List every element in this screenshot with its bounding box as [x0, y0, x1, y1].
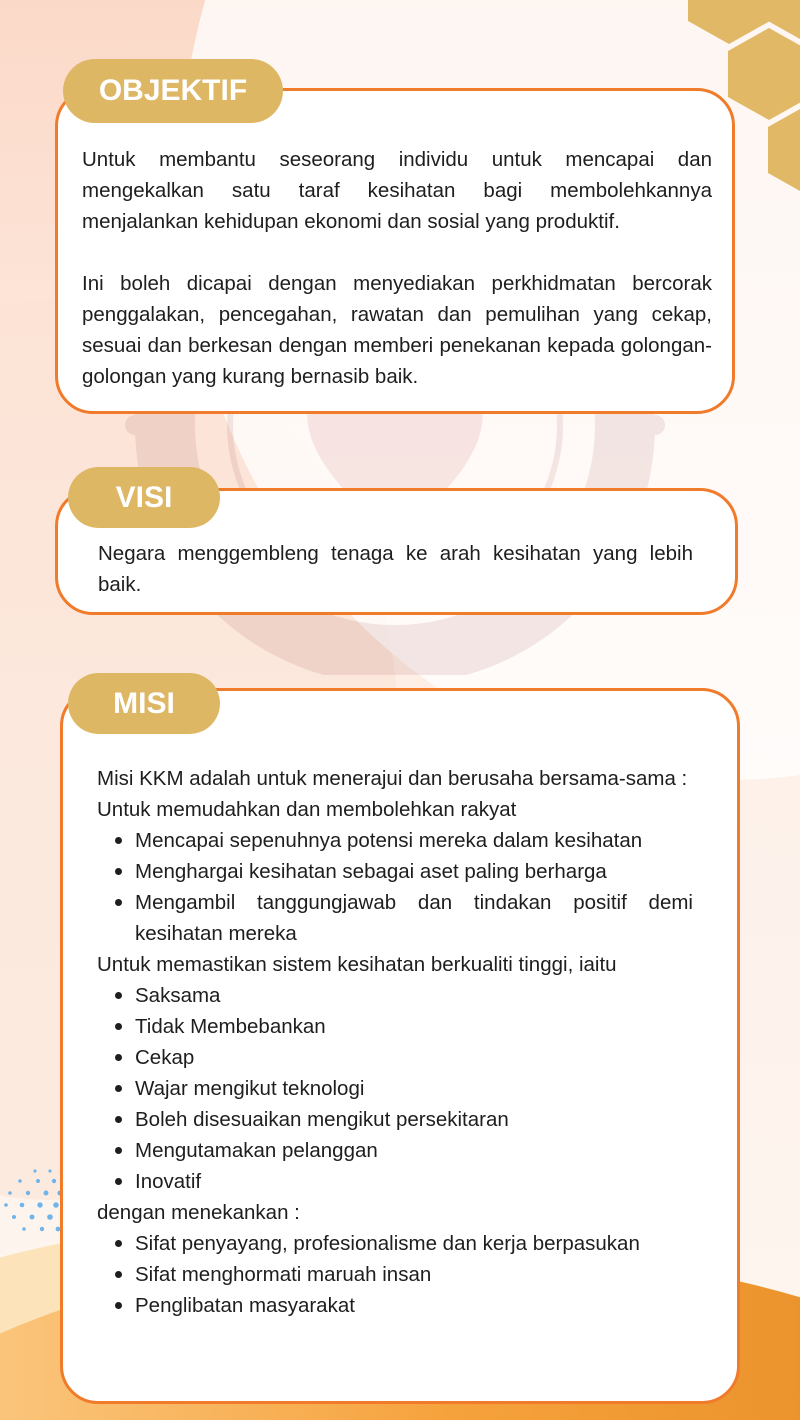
list-item: Sifat penyayang, profesionalisme dan kerja berpasukan — [97, 1228, 693, 1259]
list-item: Mencapai sepenuhnya potensi mereka dalam kesihatan — [97, 825, 693, 856]
list-item: Mengutamakan pelanggan — [97, 1135, 693, 1166]
bullet-icon — [115, 1302, 122, 1309]
misi-card — [60, 688, 740, 1404]
list-item: Saksama — [97, 980, 693, 1011]
bullet-icon — [115, 1054, 122, 1061]
list-item: Cekap — [97, 1042, 693, 1073]
bullet-icon — [115, 1147, 122, 1154]
bullet-icon — [115, 1023, 122, 1030]
misi-intro: Misi KKM adalah untuk menerajui dan berusaha bersama-sama : — [97, 767, 688, 790]
misi-section-label: Untuk memudahkan dan membolehkan rakyat — [97, 798, 517, 821]
misi-heading: MISI — [68, 673, 220, 734]
bullet-icon — [115, 1240, 122, 1247]
objektif-paragraph: Untuk membantu seseorang individu untuk mencapai dan mengekalkan satu taraf kesihatan bagi membolehkannya menjalankan kehidupan ekonomi dan sosial yang produktif. — [82, 148, 712, 233]
list-item: Tidak Membebankan — [97, 1011, 693, 1042]
list-item: Penglibatan masyarakat — [97, 1290, 693, 1321]
bullet-icon — [115, 992, 122, 999]
list-item: Boleh disesuaikan mengikut persekitaran — [97, 1104, 693, 1135]
list-item: Inovatif — [97, 1166, 693, 1197]
objektif-card — [55, 88, 735, 414]
misi-section-label: dengan menekankan : — [97, 1201, 300, 1224]
bullet-icon — [115, 868, 122, 875]
list-item: Wajar mengikut teknologi — [97, 1073, 693, 1104]
list-item: Menghargai kesihatan sebagai aset paling berharga — [97, 856, 693, 887]
bullet-icon — [115, 1178, 122, 1185]
visi-heading: VISI — [68, 467, 220, 528]
misi-section-label: Untuk memastikan sistem kesihatan berkualiti tinggi, iaitu — [97, 953, 617, 976]
list-item: Mengambil tanggungjawab dan tindakan positif demi kesihatan mereka — [97, 887, 693, 949]
misi-list-sistem — [97, 980, 693, 1197]
bullet-icon — [115, 899, 122, 906]
misi-list-penekanan — [97, 1228, 693, 1321]
bullet-icon — [115, 1085, 122, 1092]
list-item: Sifat menghormati maruah insan — [97, 1259, 693, 1290]
misi-list-rakyat — [97, 825, 693, 949]
bullet-icon — [115, 1116, 122, 1123]
visi-text: Negara menggembleng tenaga ke arah kesihatan yang lebih baik. — [98, 542, 693, 596]
objektif-heading: OBJEKTIF — [63, 59, 283, 123]
bullet-icon — [115, 837, 122, 844]
bullet-icon — [115, 1271, 122, 1278]
objektif-paragraph: Ini boleh dicapai dengan menyediakan perkhidmatan bercorak penggalakan, pencegahan, rawatan dan pemulihan yang cekap, sesuai dan berkesan dengan memberi penekanan kepada golongan-golongan yang kurang bernasib baik. — [82, 272, 712, 388]
